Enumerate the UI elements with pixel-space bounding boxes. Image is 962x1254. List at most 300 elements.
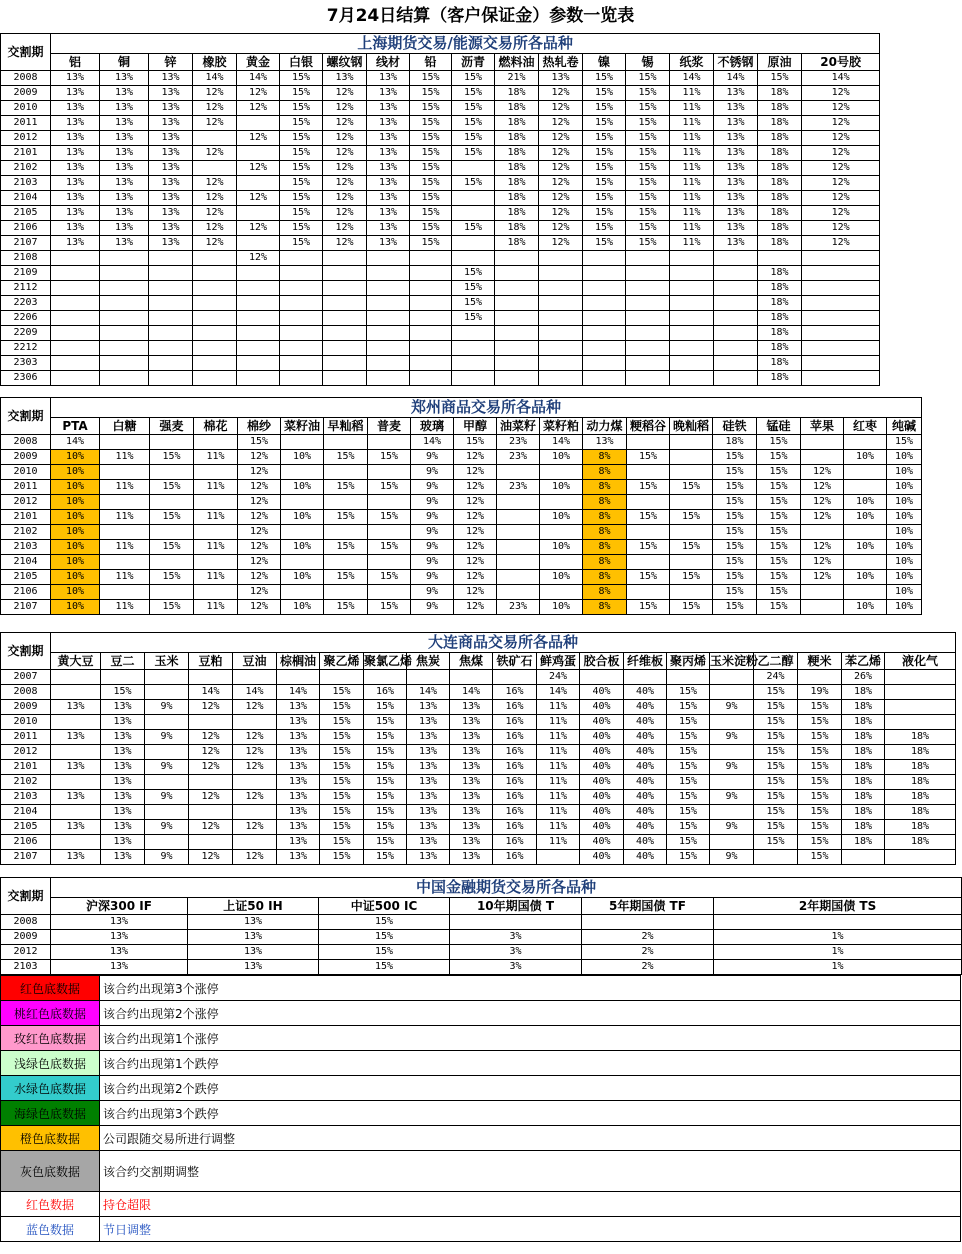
product-header: 热轧卷 [539, 54, 583, 71]
margin-cell: 12% [233, 820, 277, 835]
margin-cell [237, 326, 280, 341]
table-row [1, 281, 880, 296]
margin-cell: 9% [411, 450, 454, 465]
margin-cell: 10% [281, 570, 324, 585]
margin-cell: 15% [320, 700, 364, 715]
legend-swatch: 橙色底数据 [1, 1126, 100, 1151]
delivery-period: 2103 [1, 540, 51, 555]
margin-cell [189, 715, 233, 730]
margin-cell: 11% [670, 86, 714, 101]
margin-cell [452, 161, 495, 176]
margin-cell: 18% [885, 790, 956, 805]
margin-cell [539, 326, 583, 341]
margin-cell [714, 281, 758, 296]
margin-cell: 13% [714, 131, 758, 146]
margin-cell: 15% [452, 266, 495, 281]
margin-cell [493, 670, 537, 685]
margin-cell [539, 311, 583, 326]
product-header: 10年期国债 T [450, 898, 582, 915]
margin-cell: 15% [583, 101, 626, 116]
margin-cell: 13% [277, 730, 320, 745]
margin-cell: 14% [802, 71, 880, 86]
czce-margin-table [0, 397, 922, 615]
margin-cell: 9% [411, 555, 454, 570]
margin-cell: 13% [51, 221, 100, 236]
margin-cell: 14% [193, 71, 237, 86]
margin-cell: 18% [842, 715, 885, 730]
delivery-period: 2008 [1, 685, 51, 700]
margin-cell: 13% [51, 820, 101, 835]
margin-cell [51, 371, 100, 386]
margin-cell: 9% [710, 700, 754, 715]
margin-cell: 15% [410, 236, 452, 251]
margin-cell: 13% [51, 730, 101, 745]
margin-cell: 16% [493, 835, 537, 850]
margin-cell: 10% [844, 540, 887, 555]
margin-cell: 13% [101, 730, 145, 745]
margin-cell: 15% [667, 745, 710, 760]
margin-cell: 18% [842, 835, 885, 850]
margin-cell: 12% [454, 480, 497, 495]
margin-cell: 12% [193, 221, 237, 236]
margin-cell: 15% [626, 221, 670, 236]
margin-cell: 1% [714, 945, 962, 960]
legend-description: 该合约出现第2个涨停 [100, 1001, 961, 1026]
margin-cell: 9% [411, 570, 454, 585]
margin-cell [194, 465, 238, 480]
margin-cell: 13% [51, 760, 101, 775]
delivery-period: 2009 [1, 930, 51, 945]
margin-cell: 13% [101, 805, 145, 820]
margin-cell: 16% [493, 790, 537, 805]
margin-cell: 12% [189, 730, 233, 745]
margin-cell: 40% [580, 730, 624, 745]
margin-cell [367, 296, 410, 311]
margin-cell: 18% [495, 161, 539, 176]
margin-cell [802, 356, 880, 371]
margin-cell: 15% [280, 131, 323, 146]
margin-cell [367, 251, 410, 266]
margin-cell [324, 435, 368, 450]
delivery-period: 2106 [1, 221, 51, 236]
margin-cell: 2% [582, 960, 714, 975]
margin-cell: 15% [713, 585, 757, 600]
margin-cell: 12% [539, 146, 583, 161]
margin-cell: 18% [758, 296, 802, 311]
margin-cell: 15% [452, 101, 495, 116]
margin-cell [100, 435, 150, 450]
margin-cell: 13% [100, 101, 149, 116]
table-row [1, 206, 880, 221]
margin-cell: 13% [101, 700, 145, 715]
margin-cell [580, 670, 624, 685]
margin-cell: 12% [454, 585, 497, 600]
margin-cell [368, 555, 411, 570]
margin-cell: 14% [540, 435, 583, 450]
margin-cell [233, 805, 277, 820]
margin-cell: 13% [149, 191, 193, 206]
margin-cell: 19% [798, 685, 842, 700]
product-header: 棕榈油 [277, 653, 320, 670]
margin-cell [150, 435, 194, 450]
product-header: 线材 [367, 54, 410, 71]
margin-cell: 10% [844, 510, 887, 525]
margin-cell: 12% [237, 131, 280, 146]
product-header: 豆二 [101, 653, 145, 670]
margin-cell [802, 341, 880, 356]
margin-cell [452, 206, 495, 221]
delivery-period: 2209 [1, 326, 51, 341]
margin-cell [410, 371, 452, 386]
margin-cell: 11% [537, 820, 580, 835]
table-row [1, 585, 922, 600]
delivery-period: 2109 [1, 266, 51, 281]
delivery-period-header: 交割期 [1, 633, 51, 670]
product-header: 焦炭 [407, 653, 450, 670]
margin-cell: 15% [364, 715, 407, 730]
margin-cell: 15% [364, 835, 407, 850]
table-row [1, 176, 880, 191]
margin-cell [237, 236, 280, 251]
margin-cell: 13% [100, 71, 149, 86]
margin-cell [670, 296, 714, 311]
margin-cell [583, 281, 626, 296]
margin-cell: 12% [539, 86, 583, 101]
product-header: 螺纹钢 [323, 54, 367, 71]
margin-cell [410, 266, 452, 281]
margin-cell: 15% [150, 540, 194, 555]
delivery-period: 2102 [1, 775, 51, 790]
margin-cell: 11% [100, 570, 150, 585]
margin-cell [51, 296, 100, 311]
margin-cell [100, 555, 150, 570]
margin-cell [710, 835, 754, 850]
delivery-period: 2105 [1, 820, 51, 835]
margin-cell: 15% [757, 540, 801, 555]
margin-cell: 13% [149, 221, 193, 236]
margin-cell: 13% [714, 176, 758, 191]
legend-swatch: 浅绿色底数据 [1, 1051, 100, 1076]
margin-cell: 18% [495, 176, 539, 191]
margin-cell: 15% [798, 850, 842, 865]
margin-cell [367, 266, 410, 281]
margin-cell [150, 585, 194, 600]
margin-cell [233, 835, 277, 850]
product-header: 上证50 IH [188, 898, 319, 915]
table-row [1, 540, 922, 555]
margin-cell: 13% [450, 820, 493, 835]
delivery-period: 2104 [1, 805, 51, 820]
margin-cell [670, 326, 714, 341]
margin-cell [627, 585, 670, 600]
product-header: 棉纱 [238, 418, 281, 435]
margin-cell [280, 371, 323, 386]
margin-cell: 13% [450, 850, 493, 865]
legend-description: 持仓超限 [100, 1192, 961, 1217]
margin-cell: 40% [580, 700, 624, 715]
margin-cell [624, 670, 667, 685]
margin-cell [885, 685, 956, 700]
margin-cell: 15% [452, 221, 495, 236]
table-row [1, 570, 922, 585]
margin-cell [450, 915, 582, 930]
margin-cell [626, 311, 670, 326]
delivery-period: 2203 [1, 296, 51, 311]
margin-cell [539, 296, 583, 311]
margin-cell [149, 356, 193, 371]
margin-cell: 15% [454, 435, 497, 450]
margin-cell: 13% [51, 915, 188, 930]
margin-cell: 12% [323, 146, 367, 161]
margin-cell: 13% [51, 86, 100, 101]
margin-cell [149, 341, 193, 356]
margin-cell: 12% [802, 101, 880, 116]
delivery-period: 2012 [1, 945, 51, 960]
margin-cell: 13% [450, 715, 493, 730]
margin-cell: 12% [802, 131, 880, 146]
margin-cell: 15% [364, 820, 407, 835]
margin-cell [149, 266, 193, 281]
margin-cell [277, 670, 320, 685]
margin-cell: 16% [493, 730, 537, 745]
margin-cell: 23% [497, 435, 540, 450]
margin-cell: 10% [887, 510, 922, 525]
margin-cell: 15% [713, 570, 757, 585]
margin-cell: 12% [802, 176, 880, 191]
table-row [1, 341, 880, 356]
margin-cell: 40% [580, 835, 624, 850]
margin-cell [540, 555, 583, 570]
margin-cell: 15% [368, 450, 411, 465]
table-row [1, 700, 956, 715]
delivery-period: 2103 [1, 790, 51, 805]
margin-cell: 15% [583, 131, 626, 146]
product-header: 铝 [51, 54, 100, 71]
margin-cell: 12% [237, 161, 280, 176]
margin-cell: 13% [450, 790, 493, 805]
margin-cell: 11% [670, 131, 714, 146]
delivery-period-header: 交割期 [1, 878, 51, 915]
product-header: 菜籽油 [281, 418, 324, 435]
margin-cell [100, 296, 149, 311]
table-row [1, 161, 880, 176]
margin-cell: 9% [710, 730, 754, 745]
margin-cell: 21% [495, 71, 539, 86]
margin-cell: 18% [758, 86, 802, 101]
margin-cell [193, 251, 237, 266]
margin-cell: 12% [802, 191, 880, 206]
margin-cell: 13% [583, 435, 627, 450]
legend-description: 该合约出现第3个涨停 [100, 976, 961, 1001]
delivery-period: 2112 [1, 281, 51, 296]
margin-cell: 13% [450, 775, 493, 790]
margin-cell [237, 206, 280, 221]
margin-cell: 18% [758, 146, 802, 161]
margin-cell [145, 715, 189, 730]
product-header: 5年期国债 TF [582, 898, 714, 915]
margin-cell: 18% [758, 101, 802, 116]
margin-cell: 13% [407, 835, 450, 850]
margin-cell [583, 296, 626, 311]
margin-cell: 13% [714, 221, 758, 236]
margin-cell: 13% [51, 236, 100, 251]
margin-cell: 13% [149, 101, 193, 116]
margin-cell [51, 356, 100, 371]
product-header: 锰硅 [757, 418, 801, 435]
product-header: 红枣 [844, 418, 887, 435]
margin-cell [410, 281, 452, 296]
margin-cell: 15% [320, 790, 364, 805]
margin-cell: 15% [667, 700, 710, 715]
margin-cell: 15% [626, 176, 670, 191]
margin-cell: 15% [626, 191, 670, 206]
product-header: 早籼稻 [324, 418, 368, 435]
margin-cell [885, 850, 956, 865]
margin-cell [539, 281, 583, 296]
margin-cell [844, 585, 887, 600]
margin-cell [324, 495, 368, 510]
margin-cell [495, 266, 539, 281]
margin-cell [540, 585, 583, 600]
margin-cell [539, 266, 583, 281]
margin-cell: 13% [450, 700, 493, 715]
margin-cell [100, 266, 149, 281]
margin-cell: 9% [411, 525, 454, 540]
margin-cell: 15% [320, 685, 364, 700]
margin-cell: 15% [757, 450, 801, 465]
margin-cell [670, 281, 714, 296]
margin-cell: 13% [51, 206, 100, 221]
margin-cell: 15% [452, 296, 495, 311]
table-row [1, 600, 922, 615]
margin-cell: 15% [452, 176, 495, 191]
margin-cell [233, 715, 277, 730]
margin-cell [710, 685, 754, 700]
margin-cell: 12% [454, 450, 497, 465]
margin-cell: 18% [495, 191, 539, 206]
legend-description: 该合约出现第1个涨停 [100, 1026, 961, 1051]
margin-cell [280, 251, 323, 266]
product-header: 纤维板 [624, 653, 667, 670]
margin-cell: 12% [189, 820, 233, 835]
margin-cell: 11% [194, 450, 238, 465]
margin-cell: 15% [627, 570, 670, 585]
margin-cell [193, 371, 237, 386]
product-header: 白银 [280, 54, 323, 71]
margin-cell: 16% [493, 805, 537, 820]
margin-cell [189, 805, 233, 820]
margin-cell: 13% [714, 116, 758, 131]
delivery-period: 2007 [1, 670, 51, 685]
margin-cell [194, 585, 238, 600]
margin-cell: 12% [323, 101, 367, 116]
margin-cell [51, 745, 101, 760]
table-row [1, 510, 922, 525]
margin-cell: 15% [713, 450, 757, 465]
margin-cell: 12% [323, 131, 367, 146]
delivery-period: 2008 [1, 71, 51, 86]
margin-cell: 15% [713, 555, 757, 570]
legend-swatch: 灰色底数据 [1, 1151, 100, 1192]
margin-cell: 11% [100, 540, 150, 555]
table-row [1, 101, 880, 116]
margin-cell: 9% [145, 730, 189, 745]
legend-swatch: 桃红色底数据 [1, 1001, 100, 1026]
margin-cell [100, 281, 149, 296]
margin-cell: 13% [367, 86, 410, 101]
margin-cell: 40% [624, 835, 667, 850]
margin-cell [495, 341, 539, 356]
margin-cell: 15% [364, 730, 407, 745]
table-row [1, 930, 962, 945]
legend-swatch: 蓝色数据 [1, 1217, 100, 1242]
margin-cell: 8% [583, 465, 627, 480]
margin-cell: 3% [450, 945, 582, 960]
table-row [1, 915, 962, 930]
margin-cell [714, 266, 758, 281]
margin-cell: 18% [842, 790, 885, 805]
margin-cell: 15% [798, 835, 842, 850]
margin-cell: 13% [149, 116, 193, 131]
product-header: 镍 [583, 54, 626, 71]
margin-cell: 10% [844, 570, 887, 585]
margin-cell: 15% [320, 805, 364, 820]
margin-cell: 12% [238, 540, 281, 555]
delivery-period: 2011 [1, 116, 51, 131]
margin-cell: 15% [319, 930, 450, 945]
margin-cell: 15% [627, 450, 670, 465]
margin-cell: 15% [713, 510, 757, 525]
margin-cell: 18% [758, 236, 802, 251]
margin-cell [802, 281, 880, 296]
margin-cell: 10% [281, 450, 324, 465]
margin-cell [193, 281, 237, 296]
margin-cell: 9% [710, 760, 754, 775]
product-header: 沪深300 IF [51, 898, 188, 915]
margin-cell: 40% [624, 820, 667, 835]
product-header: 黄金 [237, 54, 280, 71]
margin-cell: 12% [189, 760, 233, 775]
table-row [1, 495, 922, 510]
margin-cell: 15% [364, 745, 407, 760]
margin-cell: 12% [454, 540, 497, 555]
delivery-period-header: 交割期 [1, 398, 51, 435]
margin-cell: 15% [754, 805, 798, 820]
margin-cell [100, 356, 149, 371]
delivery-period: 2106 [1, 835, 51, 850]
margin-cell [452, 191, 495, 206]
margin-cell: 9% [411, 510, 454, 525]
margin-cell: 18% [495, 86, 539, 101]
margin-cell: 15% [667, 820, 710, 835]
margin-cell: 11% [537, 760, 580, 775]
margin-cell: 18% [713, 435, 757, 450]
margin-cell: 9% [145, 790, 189, 805]
margin-cell: 8% [583, 525, 627, 540]
margin-cell: 15% [280, 236, 323, 251]
margin-cell [51, 805, 101, 820]
margin-cell: 15% [757, 525, 801, 540]
margin-cell: 8% [583, 495, 627, 510]
product-header: 2年期国债 TS [714, 898, 962, 915]
margin-cell: 13% [51, 960, 188, 975]
margin-cell [149, 311, 193, 326]
margin-cell [754, 850, 798, 865]
margin-cell [367, 281, 410, 296]
margin-cell: 15% [452, 86, 495, 101]
margin-cell [367, 341, 410, 356]
delivery-period: 2009 [1, 450, 51, 465]
